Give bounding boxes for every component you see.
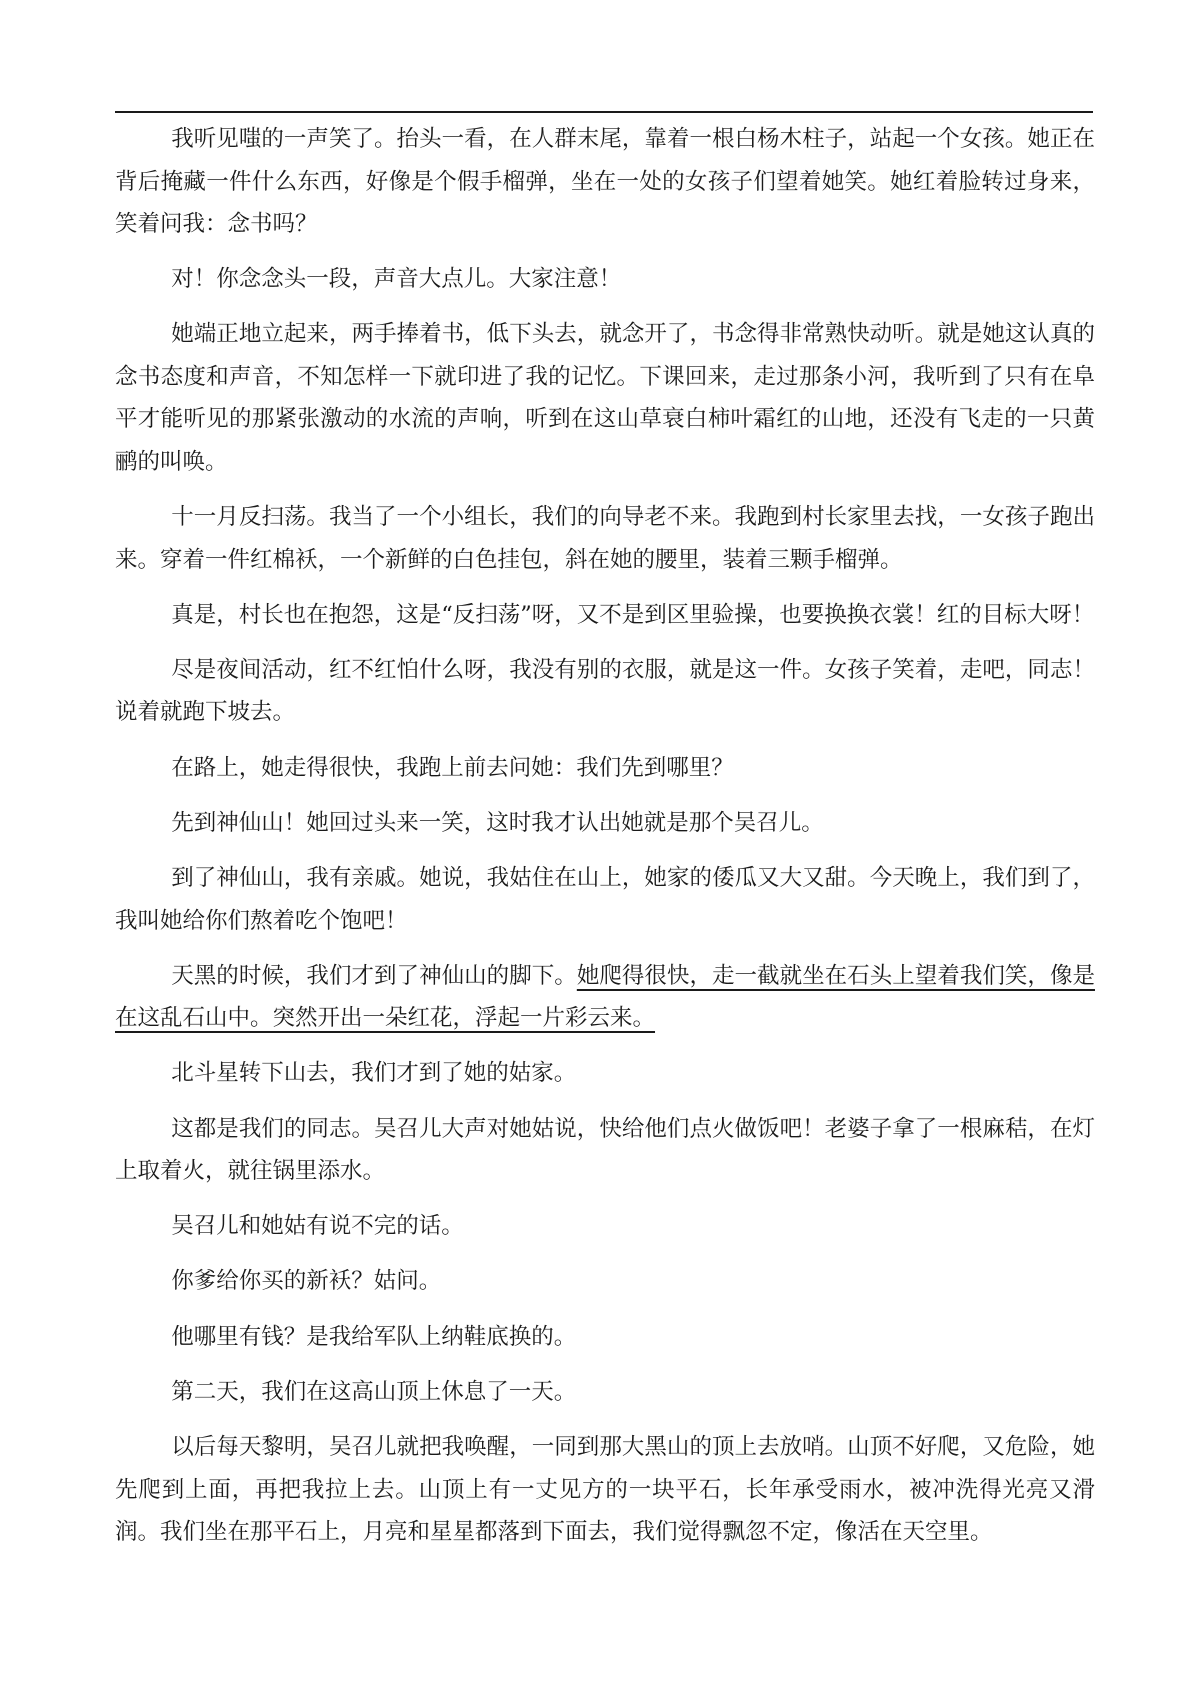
paragraph: 十一月反扫荡。我当了一个小组长，我们的向导老不来。我跑到村长家里去找，一女孩子跑出来。穿着一件红棉袄，一个新鲜的白色挂包，斜在她的腰里，装着三颗手榴弹。 <box>115 504 1095 573</box>
paragraph: 吴召儿和她姑有说不完的话。 <box>171 1213 464 1240</box>
paragraph: 先到神仙山！她回过头来一笑，这时我才认出她就是那个吴召儿。 <box>171 809 824 836</box>
paragraph: 北斗星转下山去，我们才到了她的姑家。 <box>171 1060 577 1087</box>
paragraph: 她端正地立起来，两手捧着书，低下头去，就念开了，书念得非常熟快动听。就是她这认真的念书态度和声音，不知怎样一下就印进了我的记忆。下课回来，走过那条小河，我听到了只有在阜平才能听见的那紧张激动的水流的声响，听到在这山草衰白柿叶霜红的山地，还没有飞走的一只黄鹂的叫唤。 <box>115 321 1095 475</box>
paragraph: 他哪里有钱？是我给军队上纳鞋底换的。 <box>171 1323 577 1350</box>
paragraph: 我听见嗤的一声笑了。抬头一看，在人群末尾，靠着一根白杨木柱子，站起一个女孩。她正在背后掩藏一件什么东西，好像是个假手榴弹，坐在一处的女孩子们望着她笑。她红着脸转过身来，笑着问我：念书吗？ <box>115 126 1095 237</box>
underlined-sentence: 她爬得很快，走一截就坐在石头上望着我们笑，像是在这乱石山中。突然开出一朵红花，浮起一片彩云来。 <box>115 962 1095 1032</box>
body-text <box>115 118 1095 1566</box>
paragraph: 对！你念念头一段，声音大点儿。大家注意！ <box>171 266 622 293</box>
paragraph: 你爹给你买的新袄？姑问。 <box>171 1268 442 1295</box>
paragraph: 在路上，她走得很快，我跑上前去问她：我们先到哪里？ <box>171 754 734 781</box>
paragraph-text: 天黑的时候，我们才到了神仙山的脚下。 <box>171 962 577 989</box>
paragraph: 尽是夜间活动，红不红怕什么呀，我没有别的衣服，就是这一件。女孩子笑着，走吧，同志！说着就跑下坡去。 <box>115 656 1095 726</box>
paragraph: 以后每天黎明，吴召儿就把我唤醒，一同到那大黑山的顶上去放哨。山顶不好爬，又危险，她先爬到上面，再把我拉上去。山顶上有一丈见方的一块平石，长年承受雨水，被冲洗得光亮又滑润。我们坐在那平石上，月亮和星星都落到下面去，我们觉得飘忽不定，像活在天空里。 <box>115 1434 1095 1545</box>
paragraph: 真是，村长也在抱怨，这是“反扫荡”呀，又不是到区里验操，也要换换衣裳！红的目标大呀！ <box>171 601 1095 628</box>
top-rule <box>115 111 1093 113</box>
paragraph: 到了神仙山，我有亲戚。她说，我姑住在山上，她家的倭瓜又大又甜。今天晚上，我们到了，我叫她给你们熬着吃个饱吧！ <box>115 865 1095 934</box>
paragraph-with-underline <box>115 955 1095 1040</box>
paragraph: 第二天，我们在这高山顶上休息了一天。 <box>171 1378 577 1405</box>
paragraph: 这都是我们的同志。吴召儿大声对她姑说，快给他们点火做饭吧！老婆子拿了一根麻秸，在灯上取着火，就往锅里添水。 <box>115 1115 1095 1185</box>
